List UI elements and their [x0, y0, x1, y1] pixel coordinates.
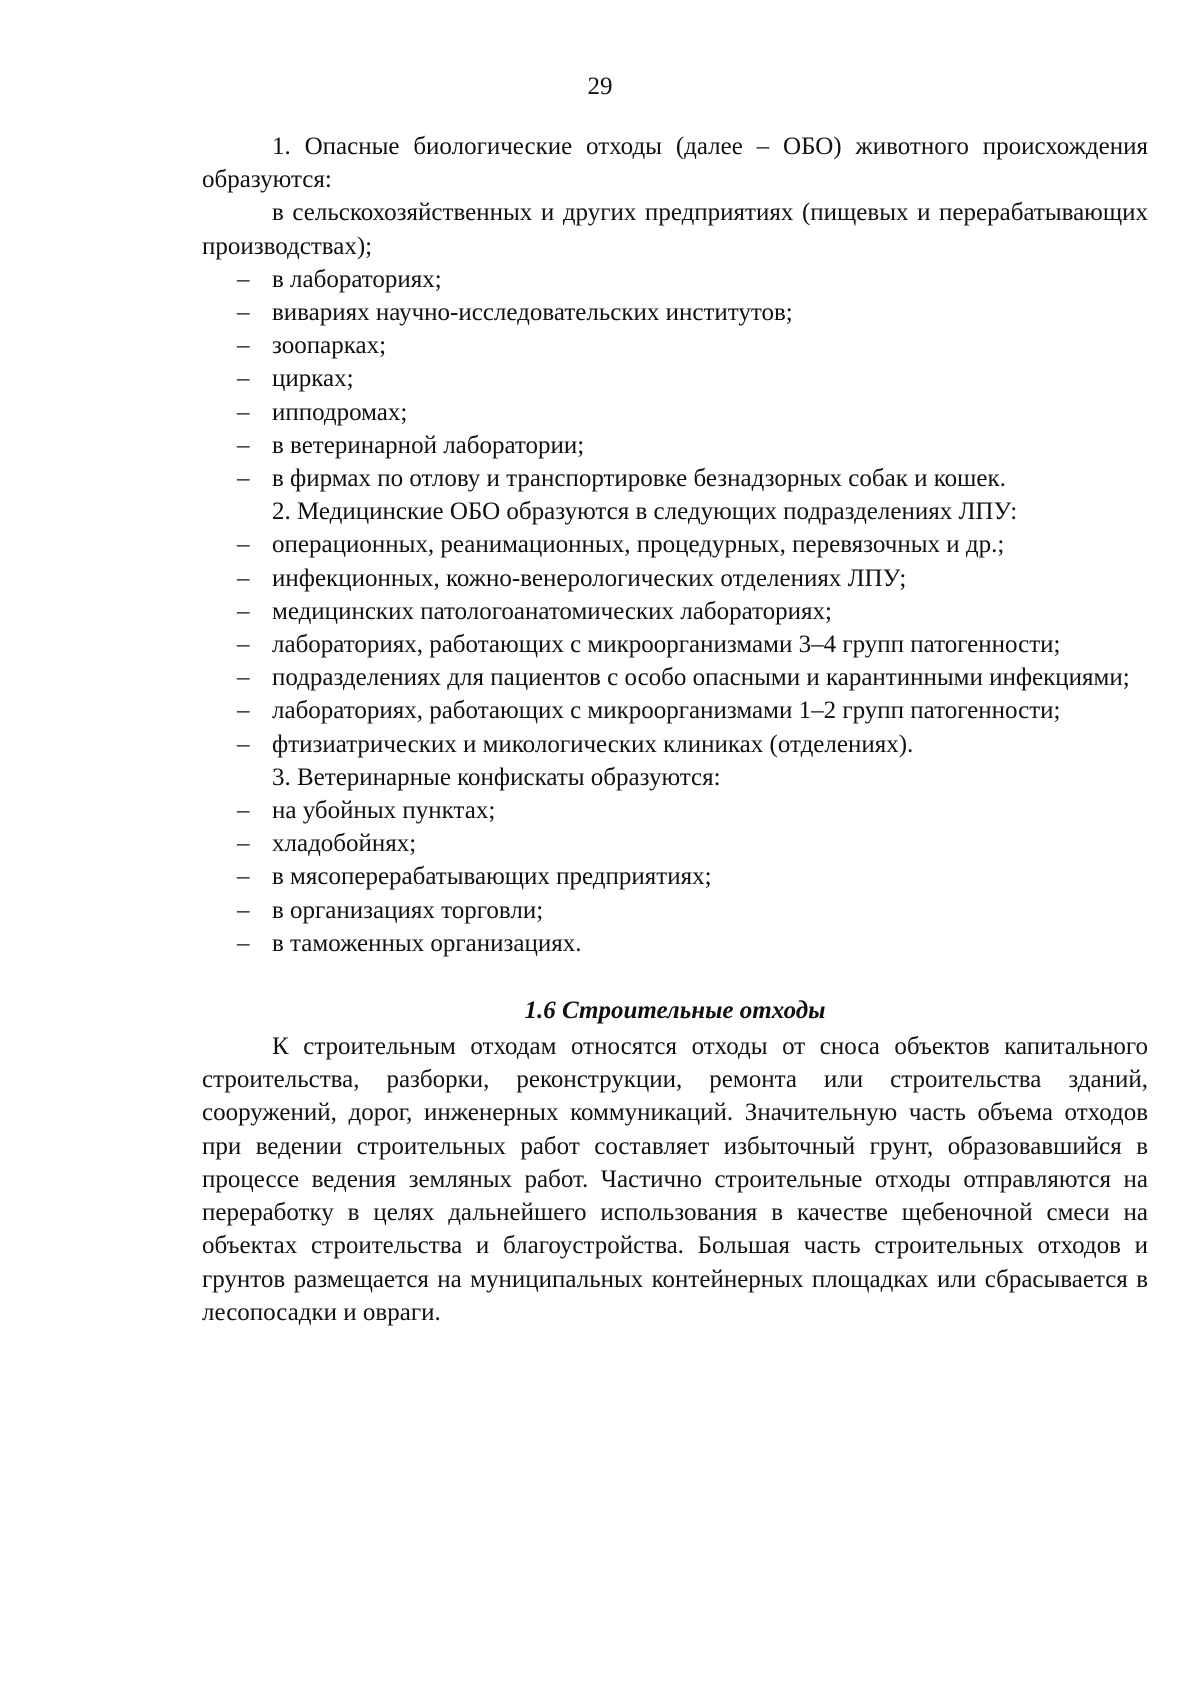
list-item: [202, 396, 1148, 429]
list-marker: –: [237, 631, 250, 659]
page-number: 29: [587, 73, 613, 100]
section2-intro: 2. Медицинские ОБО образуются в следующих подразделениях ЛПУ:: [272, 498, 1018, 526]
section3-intro: 3. Ветеринарные конфискаты образуются:: [272, 763, 721, 791]
list-marker: –: [237, 431, 250, 459]
list-item: [202, 595, 1148, 628]
section2-list: [202, 528, 1148, 760]
list-marker: –: [237, 564, 250, 592]
list-item: [202, 263, 1148, 296]
list-marker: –: [237, 299, 250, 327]
page-content: [202, 130, 1148, 1329]
list-item: [202, 562, 1148, 595]
list-marker: –: [237, 465, 250, 493]
list-item: [202, 728, 1148, 761]
list-marker: –: [237, 398, 250, 426]
section3-list: [202, 794, 1148, 960]
list-marker: –: [237, 830, 250, 858]
list-marker: –: [237, 797, 250, 825]
list-item-text: ипподромах;: [272, 398, 408, 426]
list-item-text: фтизиатрических и микологических клиниках (отделениях).: [272, 730, 914, 758]
list-marker: –: [237, 265, 250, 293]
list-item: [202, 628, 1148, 661]
list-item: [202, 462, 1148, 495]
list-item-text: медицинских патологоанатомических лабораториях;: [272, 597, 832, 625]
list-item-text: в лабораториях;: [272, 265, 442, 293]
list-item-text: хладобойнях;: [272, 830, 417, 858]
list-item-text: в организациях торговли;: [272, 896, 544, 924]
section-heading: 1.6 Строительные отходы: [524, 997, 826, 1025]
list-item-text: в ветеринарной лаборатории;: [272, 431, 585, 459]
list-item-text: лабораториях, работающих с микроорганизмами 1–2 групп патогенности;: [272, 697, 1061, 725]
list-item-text: в фирмах по отлову и транспортировке безнадзорных собак и кошек.: [272, 465, 1006, 493]
list-item-text: подразделениях для пациентов с особо опасными и карантинными инфекциями;: [272, 664, 1130, 692]
list-item: [202, 661, 1148, 694]
list-item-text: инфекционных, кожно-венерологических отделениях ЛПУ;: [272, 564, 907, 592]
list-item-text: операционных, реанимационных, процедурных, перевязочных и др.;: [272, 531, 1005, 559]
list-item-text: в мясоперерабатывающих предприятиях;: [272, 863, 712, 891]
list-item: [202, 329, 1148, 362]
list-item: [202, 927, 1148, 960]
section1-list: [202, 263, 1148, 495]
list-item: [202, 528, 1148, 561]
list-item: [202, 362, 1148, 395]
list-marker: –: [237, 929, 250, 957]
list-marker: –: [237, 332, 250, 360]
list-item-text: вивариях научно-исследовательских институтов;: [272, 299, 793, 327]
list-marker: –: [237, 597, 250, 625]
list-item: [202, 794, 1148, 827]
section1-sub: в сельскохозяйственных и других предприятиях (пищевых и перерабатывающих производствах);: [202, 199, 1148, 260]
list-marker: –: [237, 863, 250, 891]
body-paragraph: К строительным отходам относятся отходы от сноса объектов капитального строительства, разборки, реконструкции, ремонта или строительства зданий, сооружений, дорог, инженерных коммуникаций. Значительную часть объема отходов при ведении строительных работ составляет избыточный грунт, образовавшийся в процессе ведения земляных работ. Частично строительные отходы отправляются на переработку в целях дальнейшего использования в качестве щебеночной смеси на объектах строительства и благоустройства. Большая часть строительных отходов и грунтов размещается на муниципальных контейнерных площадках или сбрасывается в лесопосадки и овраги.: [202, 1033, 1148, 1326]
list-marker: –: [237, 531, 250, 559]
list-marker: –: [237, 365, 250, 393]
list-item: [202, 860, 1148, 893]
list-item: [202, 429, 1148, 462]
list-marker: –: [237, 664, 250, 692]
list-item-text: цирках;: [272, 365, 354, 393]
list-marker: –: [237, 730, 250, 758]
list-marker: –: [237, 896, 250, 924]
list-item: [202, 827, 1148, 860]
list-item: [202, 296, 1148, 329]
list-item-text: на убойных пунктах;: [272, 797, 496, 825]
list-item: [202, 894, 1148, 927]
list-item-text: в таможенных организациях.: [272, 929, 582, 957]
list-item-text: зоопарках;: [272, 332, 387, 360]
list-item-text: лабораториях, работающих с микроорганизмами 3–4 групп патогенности;: [272, 631, 1061, 659]
list-item: [202, 694, 1148, 727]
section1-intro: 1. Опасные биологические отходы (далее – ОБО) животного происхождения образуются:: [202, 133, 1148, 194]
list-marker: –: [237, 697, 250, 725]
